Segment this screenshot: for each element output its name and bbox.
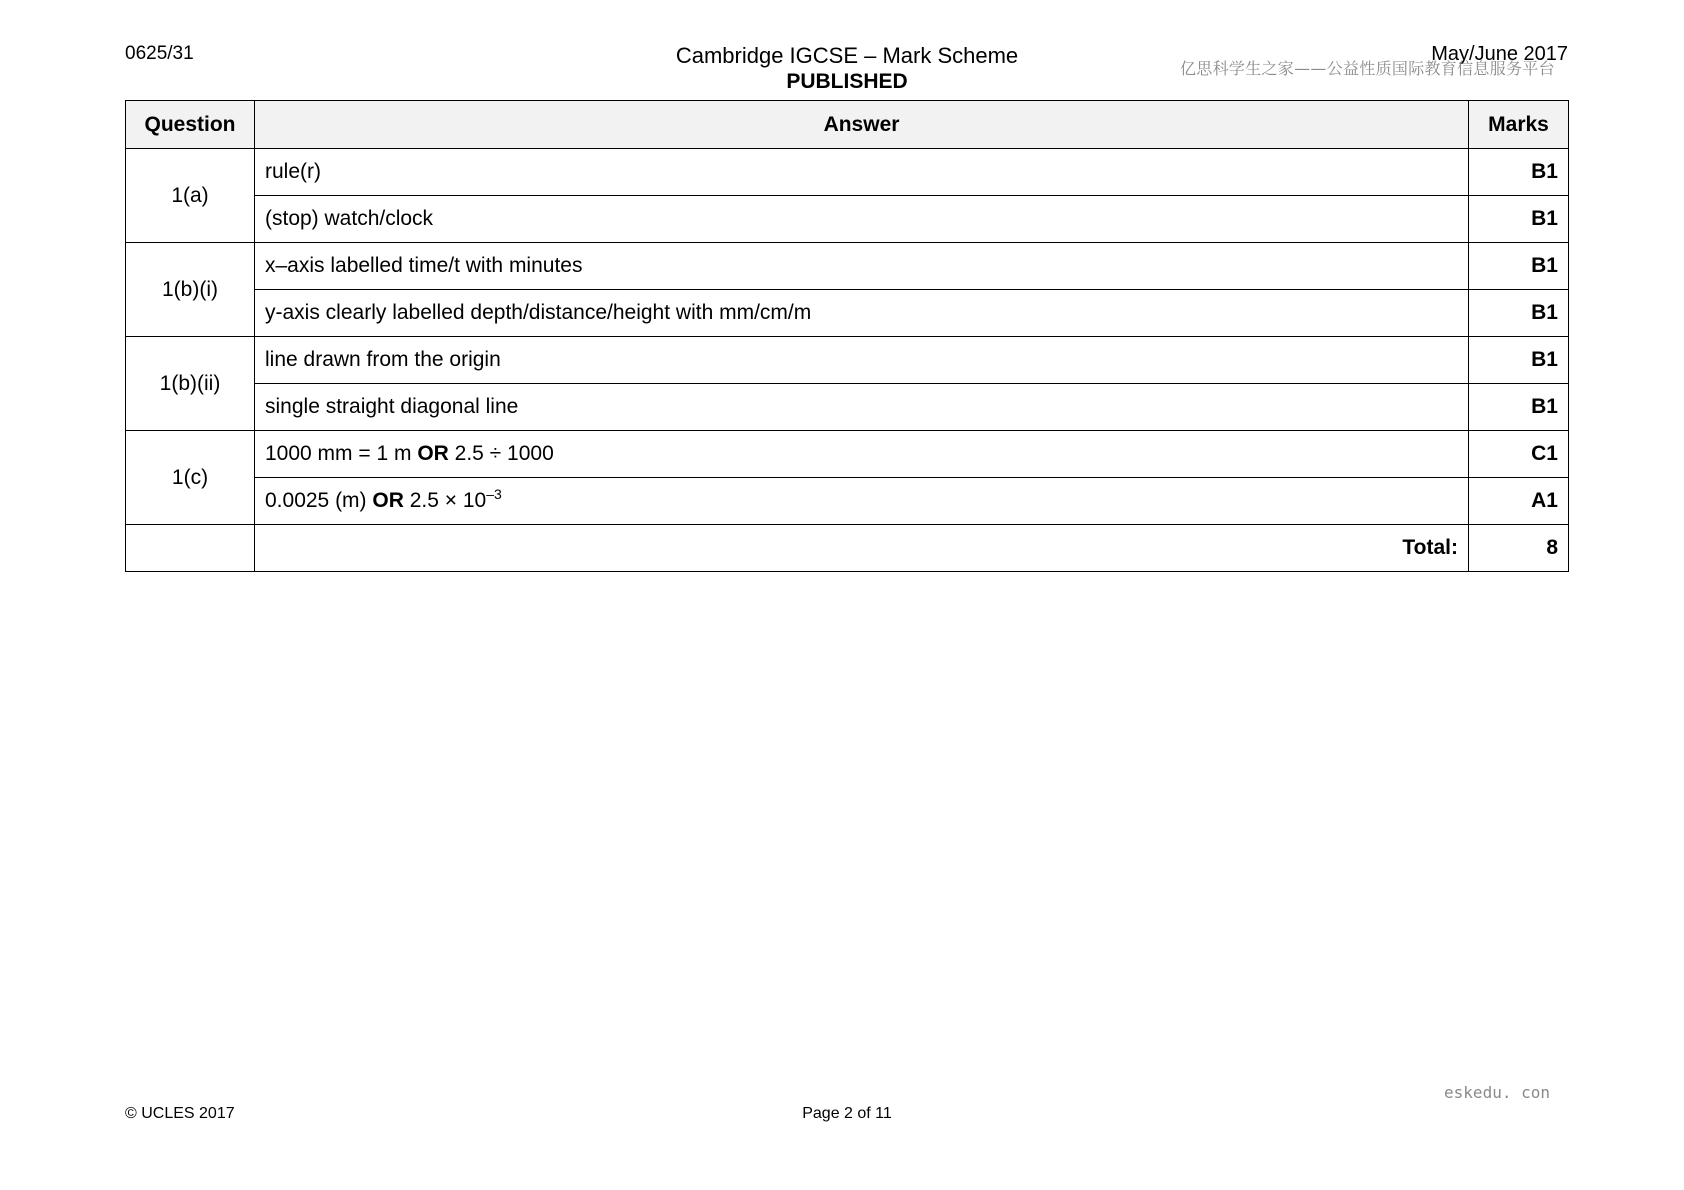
table-row bbox=[126, 149, 1569, 196]
total-label: Total: bbox=[255, 525, 1469, 572]
mark-cell: B1 bbox=[1469, 290, 1569, 337]
table-row bbox=[126, 196, 1569, 243]
answer-text: 2.5 × 10 bbox=[403, 489, 487, 512]
answer-text: 1000 mm = 1 m bbox=[265, 442, 418, 465]
table-row bbox=[126, 243, 1569, 290]
exam-session: May/June 2017 bbox=[1431, 43, 1568, 65]
document-title: Cambridge IGCSE – Mark Scheme bbox=[675, 43, 1019, 68]
page-number: Page 2 of 11 bbox=[802, 1105, 892, 1122]
mark-cell: B1 bbox=[1469, 243, 1569, 290]
or-keyword: OR bbox=[417, 442, 449, 465]
answer-cell: rule(r) bbox=[255, 149, 1469, 196]
question-number: 1(c) bbox=[126, 431, 255, 525]
marks-column-header: Marks bbox=[1469, 101, 1569, 149]
mark-cell: A1 bbox=[1469, 478, 1569, 525]
total-value: 8 bbox=[1469, 525, 1569, 572]
or-keyword: OR bbox=[372, 489, 404, 512]
answer-cell: x–axis labelled time/t with minutes bbox=[255, 243, 1469, 290]
mark-scheme-table bbox=[125, 100, 1569, 572]
table-row bbox=[126, 431, 1569, 478]
document-status: PUBLISHED bbox=[786, 70, 908, 93]
table-row bbox=[126, 290, 1569, 337]
total-row bbox=[126, 525, 1569, 572]
question-number: 1(b)(ii) bbox=[126, 337, 255, 431]
answer-cell: (stop) watch/clock bbox=[255, 196, 1469, 243]
answer-cell: single straight diagonal line bbox=[255, 384, 1469, 431]
answer-text: 0.0025 (m) bbox=[265, 489, 373, 512]
mark-cell: C1 bbox=[1469, 431, 1569, 478]
mark-cell: B1 bbox=[1469, 337, 1569, 384]
table-row bbox=[126, 478, 1569, 525]
answer-text: 2.5 ÷ 1000 bbox=[448, 442, 554, 465]
mark-cell: B1 bbox=[1469, 149, 1569, 196]
answer-column-header: Answer bbox=[255, 101, 1469, 149]
question-number: 1(a) bbox=[126, 149, 255, 243]
question-number: 1(b)(i) bbox=[126, 243, 255, 337]
table-row bbox=[126, 337, 1569, 384]
table-row bbox=[126, 384, 1569, 431]
answer-cell bbox=[255, 431, 1469, 478]
table-header-row bbox=[126, 101, 1569, 149]
mark-cell: B1 bbox=[1469, 196, 1569, 243]
syllabus-code: 0625/31 bbox=[125, 43, 194, 64]
footer-watermark: eskedu. con bbox=[1444, 1083, 1550, 1102]
question-column-header: Question bbox=[126, 101, 255, 149]
answer-cell: line drawn from the origin bbox=[255, 337, 1469, 384]
empty-cell bbox=[126, 525, 255, 572]
answer-cell bbox=[255, 478, 1469, 525]
answer-cell: y-axis clearly labelled depth/distance/height with mm/cm/m bbox=[255, 290, 1469, 337]
watermark-text: 亿思科学生之家——公益性质国际教育信息服务平台 bbox=[1180, 59, 1555, 78]
exponent: –3 bbox=[486, 486, 502, 502]
copyright-notice: © UCLES 2017 bbox=[125, 1105, 235, 1122]
mark-cell: B1 bbox=[1469, 384, 1569, 431]
